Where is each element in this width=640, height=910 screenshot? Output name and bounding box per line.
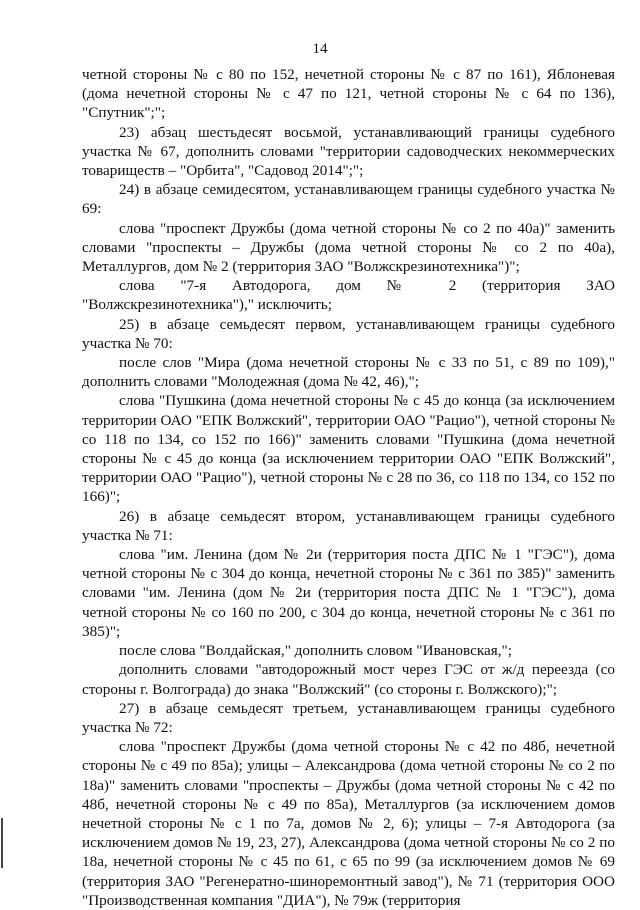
page-number: 14 <box>312 41 328 57</box>
paragraph-item-23: 23) абзац шестьдесят восьмой, устанавливающий границы судебного участка № 67, дополнить словами "территории садоводческих некоммерческих товариществ – "Орбита", "Садовод 2014";"; <box>82 123 615 180</box>
paragraph-item-26: 26) в абзаце семьдесят втором, устанавливающем границы судебного участка № 71: <box>82 507 615 544</box>
paragraph-item-26-words-1: слова "им. Ленина (дом № 2и (территория поста ДПС № 1 "ГЭС"), дома четной стороны № с 304 до конца, нечетной стороны № с 361 по 385)" заменить словами "им. Ленина (дом № 2и (территория поста ДПС № 1 "ГЭС"), дома четной стороны № со 160 по 200, с 304 до конца, нечетной стороны № с 361 по 385)"; <box>82 546 615 640</box>
paragraph-item-27: 27) в абзаце семьдесят третьем, устанавливающем границы судебного участка № 72: <box>82 699 615 736</box>
paragraph-continuation: четной стороны № с 80 по 152, нечетной стороны № с 87 по 161), Яблоневая (дома нечетной стороны № с 47 по 121, четной стороны № с 64 по 136), "Спутник";"; <box>82 66 615 122</box>
document-body <box>82 65 615 910</box>
paragraph-item-27-words-1: слова "проспект Дружбы (дома четной стороны № с 42 по 48б, нечетной стороны № с 49 по 85а); улицы – Александрова (дома четной стороны № со 2 по 18а)" заменить словами "проспекты – Дружбы (дома четной стороны № с 42 по 48б, нечетной стороны № с 49 по 85а), Металлургов (за исключением домов нечетной стороны № с 1 по 7а, домов № 2, 6); улицы – 7-я Автодорога (за исключением домов № 19, 23, 27), Александрова (дома четной стороны № со 2 по 18а, нечетной стороны № с 45 по 61, с 65 по 99 (за исключением домов № 69 (территория ЗАО "Регенератно-шиноремонтный завод"), № 71 (территория ООО "Производственная компания "ДИА"), № 79ж (территория <box>82 738 615 909</box>
paragraph-item-26-words-3: дополнить словами "автодорожный мост через ГЭС от ж/д переезда (со стороны г. Волгограда) до знака "Волжский" (со стороны г. Волжского);"; <box>82 661 615 698</box>
paragraph-item-24-words-2: слова "7-я Автодорога, дом № 2 (территория ЗАО "Волжскрезинотехника")," исключить; <box>82 277 615 314</box>
scan-edge-mark <box>1 818 3 868</box>
paragraph-item-25-words-2: слова "Пушкина (дома нечетной стороны № с 45 до конца (за исключением территории ОАО "ЕПК Волжский", территории ОАО "Рацио"), четной стороны № со 118 по 134, со 152 по 166)" заменить словами "Пушкина (дома нечетной стороны № с 45 до конца (за исключением территории ОАО "ЕПК Волжский", территории ОАО "Рацио"), четной стороны № с 28 по 36, со 118 по 134, со 152 по 166)"; <box>82 392 615 506</box>
paragraph-item-25: 25) в абзаце семьдесят первом, устанавливающем границы судебного участка № 70: <box>82 315 615 352</box>
paragraph-item-24: 24) в абзаце семидесятом, устанавливающем границы судебного участка № 69: <box>82 181 615 218</box>
paragraph-item-24-words-1: слова "проспект Дружбы (дома четной стороны № со 2 по 40а)" заменить словами "проспекты – Дружбы (дома четной стороны № со 2 по 40а), Металлургов, дом № 2 (территория ЗАО "Волжскрезинотехника")"; <box>82 219 615 276</box>
paragraph-item-26-words-2: после слова "Волдайская," дополнить словом "Ивановская,"; <box>119 642 512 660</box>
paragraph-item-25-words-1: после слов "Мира (дома нечетной стороны № с 33 по 51, с 89 по 109)," дополнить словами "Молодежная (дома № 42, 46),"; <box>82 354 615 391</box>
